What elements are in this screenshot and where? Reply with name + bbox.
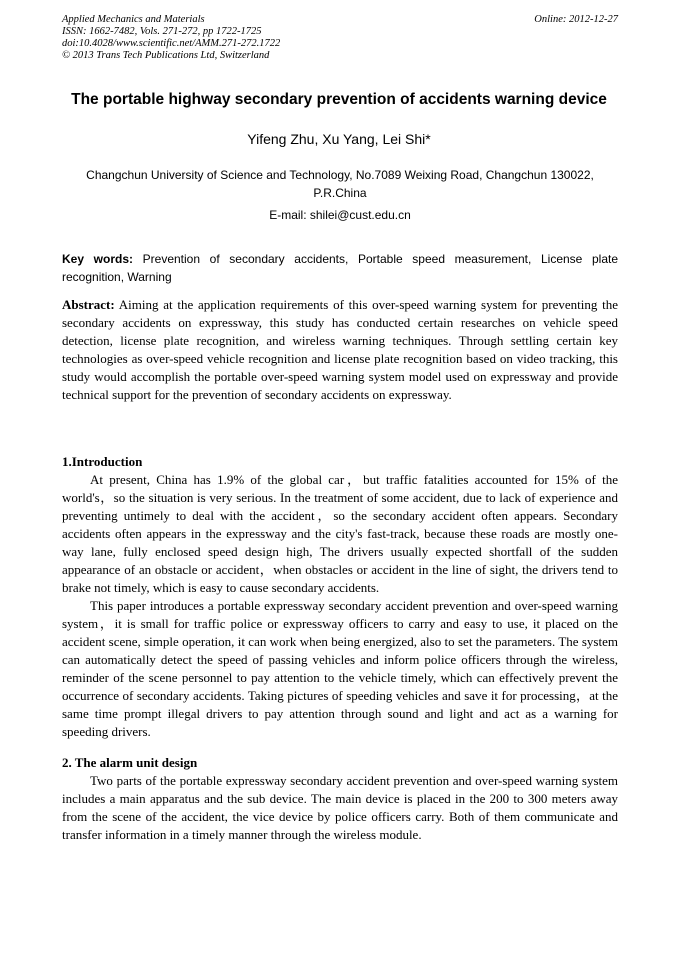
introduction-paragraph-2: This paper introduces a portable expressway secondary accident prevention and over-speed warning system，it is small for traffic police or expressway officers to carry and easy to use, it placed on the accident scene, simple operation, it can work when being energized, also to set the parameters. The system can automatically detect the speed of passing vehicles and inform police officers through the wireless, reminder of the scene personnel to pay attention to the vehicle timely, which can effectively prevent the occurrence of secondary accidents. Taking pictures of speeding vehicles and save it for processing，at the same time prompt illegal drivers to pay attention through sound and light and act as a warning for speeding drivers.: [62, 598, 618, 739]
issn-line: ISSN: 1662-7482, Vols. 271-272, pp 1722-1725: [62, 26, 262, 37]
paper-title: The portable highway secondary prevention of accidents warning device: [71, 91, 607, 108]
affiliation-line-1: Changchun University of Science and Technology, No.7089 Weixing Road, Changchun 130022,: [86, 168, 594, 182]
paper-authors: Yifeng Zhu, Xu Yang, Lei Shi*: [247, 131, 431, 147]
affiliation-line-2: P.R.China: [313, 186, 367, 200]
keywords-text: Prevention of secondary accidents, Portable speed measurement, License plate recognition, Warning: [62, 252, 618, 284]
online-date: Online: 2012-12-27: [534, 14, 618, 25]
author-email: E-mail: shilei@cust.edu.cn: [269, 208, 411, 222]
section-heading-introduction: 1.Introduction: [62, 454, 143, 469]
keywords-label: Key words:: [62, 252, 133, 266]
section-heading-alarm-unit: 2. The alarm unit design: [62, 755, 198, 770]
affiliation: [62, 166, 618, 202]
copyright-line: © 2013 Trans Tech Publications Ltd, Switzerland: [62, 50, 270, 61]
alarm-unit-paragraph-1: Two parts of the portable expressway secondary accident prevention and over-speed warning system includes a main apparatus and the sub device. The main device is placed in the 200 to 300 meters away from the scene of the accident, the vice device by police officers carry. Both of them communicate and transfer information in a timely manner through the wireless module.: [62, 773, 618, 842]
doi-line: doi:10.4028/www.scientific.net/AMM.271-272.1722: [62, 38, 281, 49]
introduction-paragraph-1: At present, China has 1.9% of the global car，but traffic fatalities accounted for 15% of the world's，so the situation is very serious. In the treatment of some accident, due to lack of experience and preventing untimely to deal with the accident，so the secondary accident often appears. Secondary accidents often appears in the expressway and the city's fast-track, because these roads are mostly one-way lane, fully enclosed speed design high, The drivers usually expected shortfall of the sudden appearance of an obstacle or accident，when obstacles or accident in the line of sight, the drivers tend to brake not timely, which is easy to cause secondary accidents.: [62, 472, 618, 595]
abstract-text: Aiming at the application requirements of this over-speed warning system for preventing the secondary accidents on expressway, this study has conducted certain researches on vehicle speed detection, license plate recognition, and wireless warning techniques. Through settling certain key technologies as over-speed vehicle recognition and license plate recognition based on video tracking, this study would accomplish the portable over-speed warning system model used on expressway and provide technical support for the prevention of secondary accidents on expressway.: [62, 297, 618, 402]
abstract-block: [62, 296, 618, 404]
abstract-label: Abstract:: [62, 297, 115, 312]
keywords-block: [62, 250, 618, 286]
journal-name: Applied Mechanics and Materials: [62, 14, 205, 25]
publication-header: [62, 14, 618, 62]
